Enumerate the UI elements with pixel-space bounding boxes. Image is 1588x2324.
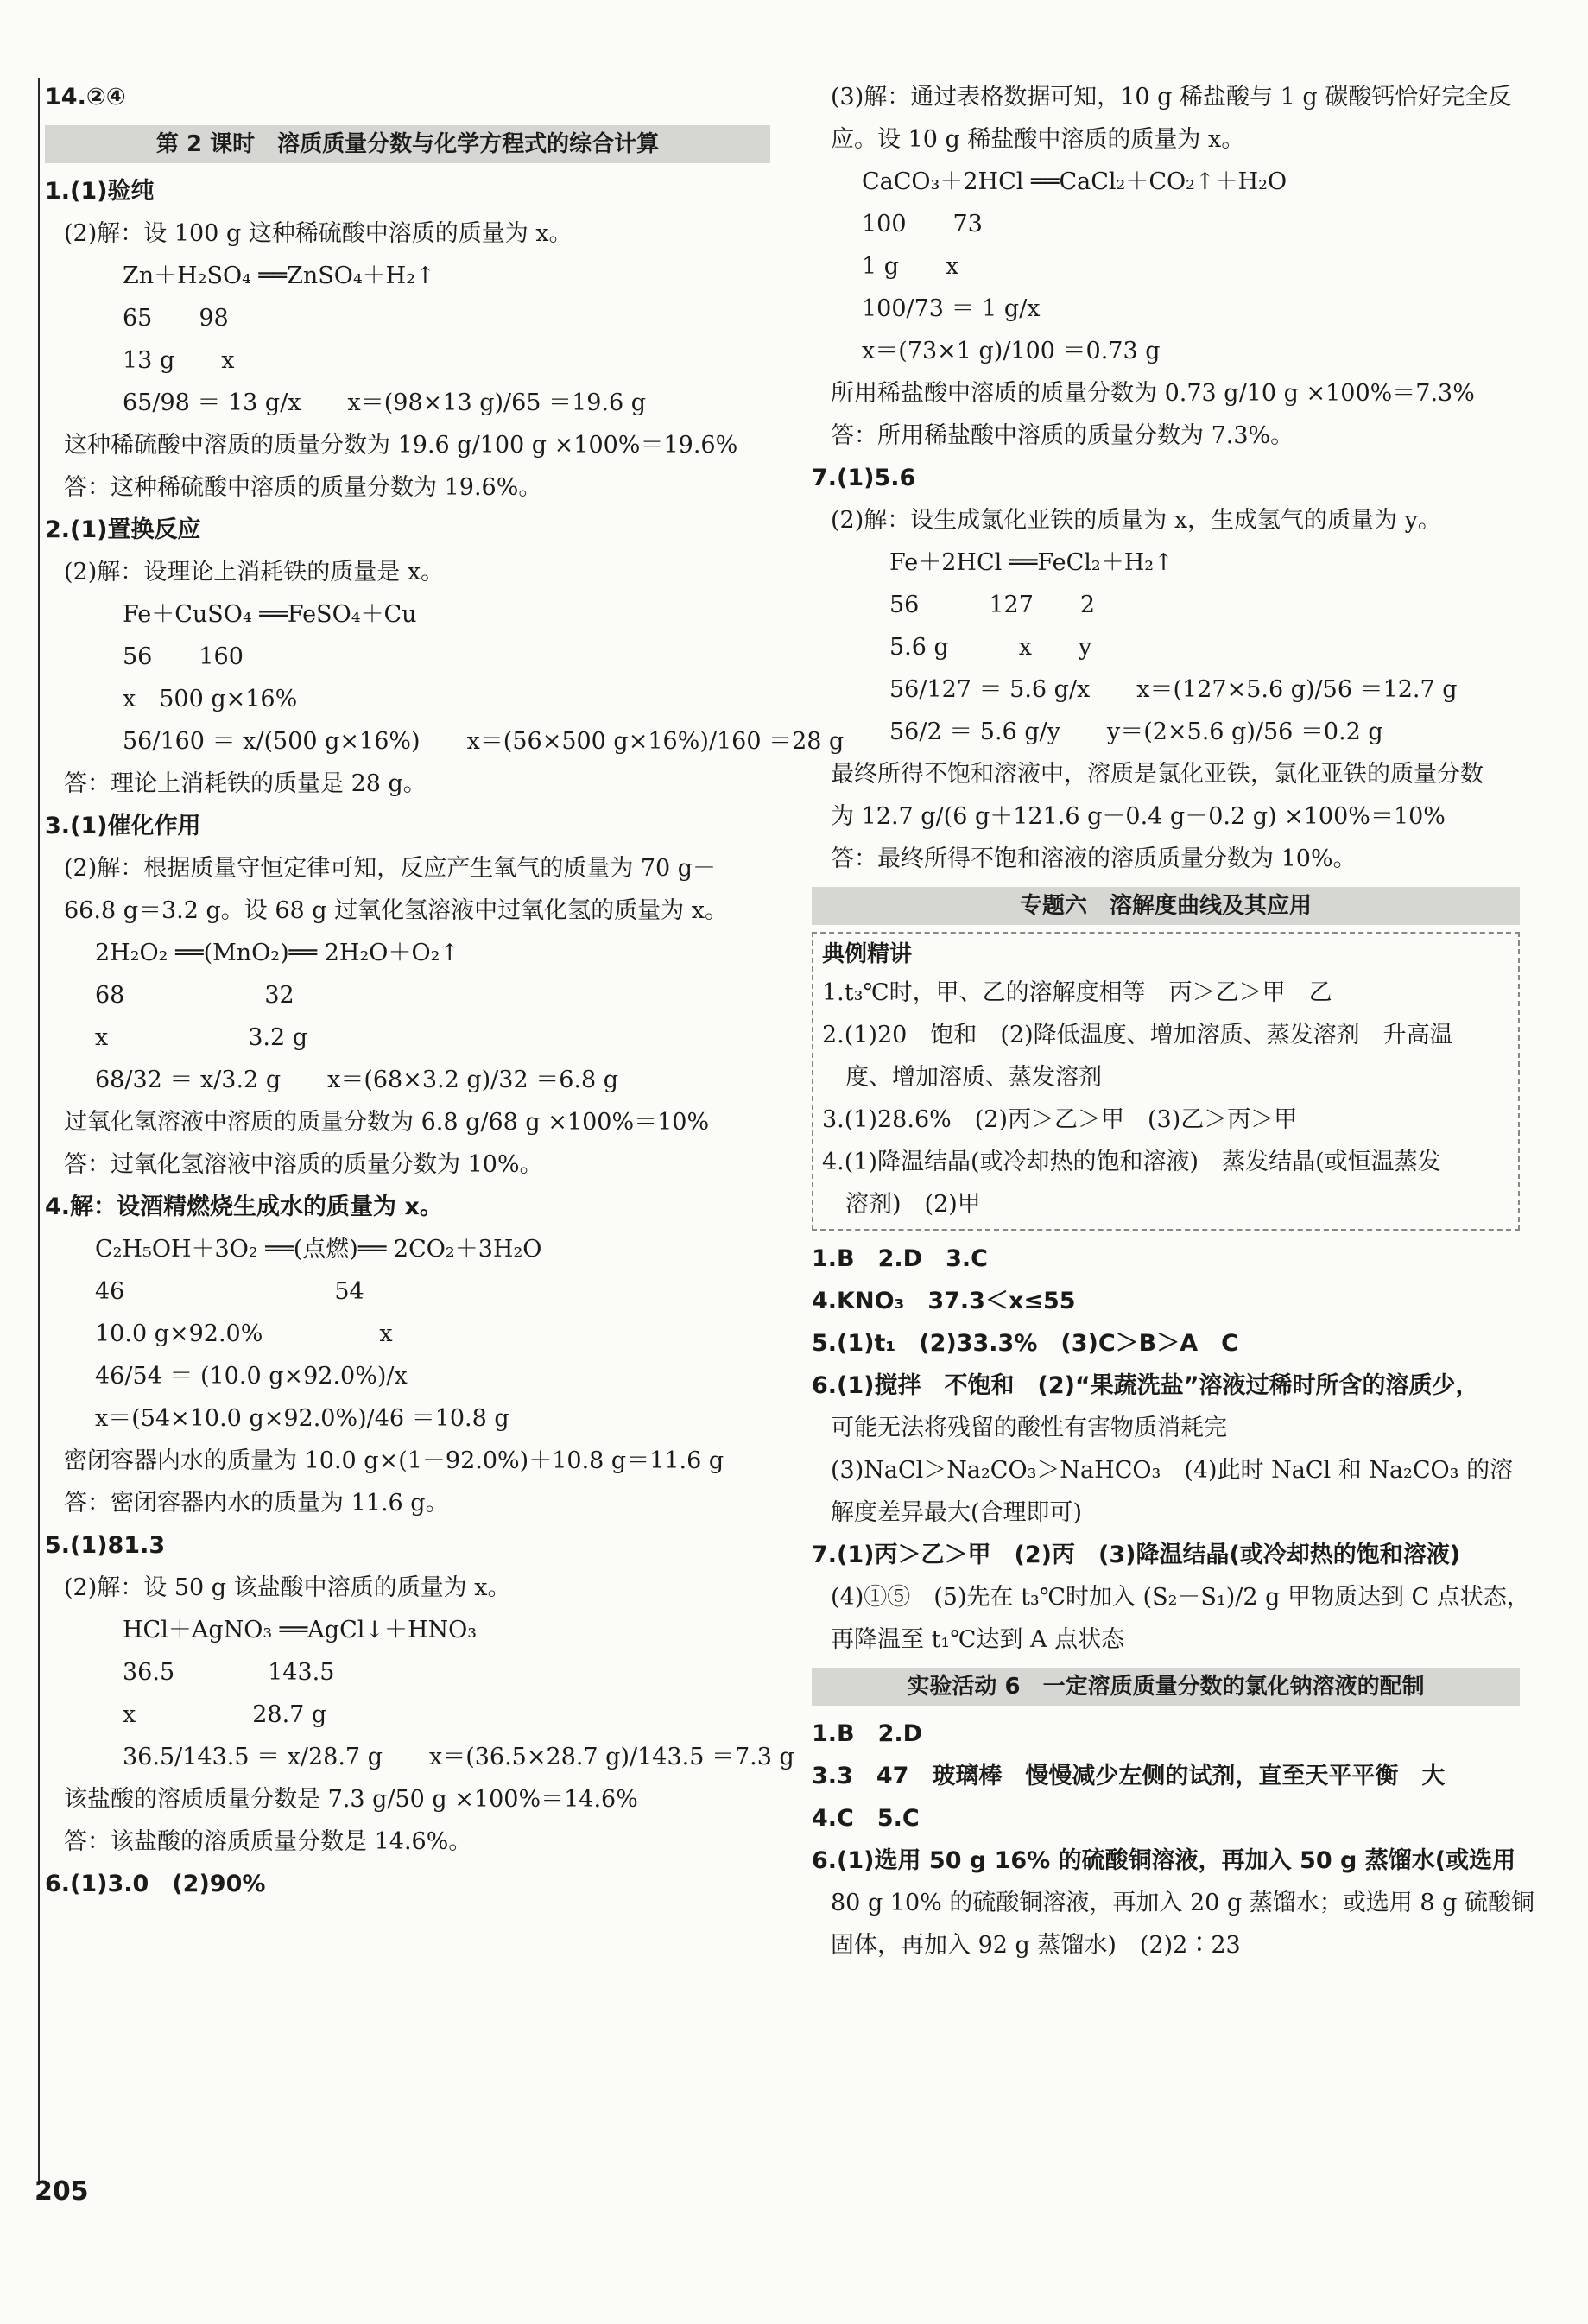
answer-line: 100/73 ＝ 1 g/x [862,295,1041,322]
answer-line: x 28.7 g [123,1701,327,1728]
answer-line: 过氧化氢溶液中溶质的质量分数为 6.8 g/68 g ×100%＝10% [64,1109,710,1136]
answer-line: CaCO₃＋2HCl ══CaCl₂＋CO₂↑＋H₂O [862,168,1287,195]
right-column [812,76,1534,1966]
answer-item: 3.3 47 玻璃棒 慢慢减少左侧的试剂，直至天平平衡 大 [812,1763,1446,1789]
example-line: 2.(1)20 饱和 (2)降低温度、增加溶质、蒸发溶剂 升高温 [822,1022,1453,1048]
answer-line: 所用稀盐酸中溶质的质量分数为 0.73 g/10 g ×100%＝7.3% [831,380,1475,407]
answer-line: (2)解：设 100 g 这种稀硫酸中溶质的质量为 x。 [64,220,573,247]
answer-line: 可能无法将残留的酸性有害物质消耗完 [831,1415,1227,1441]
answer-item: 1.B 2.D [812,1720,923,1747]
answer-line: 答：该盐酸的溶质质量分数是 14.6%。 [64,1828,472,1855]
answer-line: 36.5/143.5 ＝ x/28.7 g x＝(36.5×28.7 g)/143.5 ＝7.3 g [123,1744,794,1770]
margin-rule [38,78,40,2185]
answer-line: 56 160 [123,643,244,670]
answer-line: 56 127 2 [889,592,1096,618]
example-line: 度、增加溶质、蒸发溶剂 [822,1064,1102,1091]
answer-line: 解度差异最大(合理即可) [831,1499,1083,1526]
answer-item: 1.(1)验纯 [45,178,155,205]
left-column [45,76,845,1905]
answer-line: 68 32 [95,982,294,1009]
answer-line: 答：过氧化氢溶液中溶质的质量分数为 10%。 [64,1151,543,1178]
answer-line: (3)解：通过表格数据可知，10 g 稀盐酸与 1 g 碳酸钙恰好完全反 [831,84,1512,111]
answer-line: 5.6 g x y [889,634,1092,661]
answer-item: 6.(1)选用 50 g 16% 的硫酸铜溶液，再加入 50 g 蒸馏水(或选用 [812,1847,1516,1874]
answer-item: 1.B 2.D 3.C [812,1245,988,1272]
section-header: 专题六 溶解度曲线及其应用 [812,887,1520,925]
answer-item: 4.解：设酒精燃烧生成水的质量为 x。 [45,1194,443,1220]
answer-line: x＝(73×1 g)/100 ＝0.73 g [862,338,1161,364]
section-header: 第 2 课时 溶质质量分数与化学方程式的综合计算 [45,125,770,163]
answer-item: 6.(1)3.0 (2)90% [45,1871,266,1897]
answer-line: HCl＋AgNO₃ ══AgCl↓＋HNO₃ [123,1617,478,1643]
answer-line: 再降温至 t₁℃达到 A 点状态 [831,1626,1125,1653]
answer-line: 100 73 [862,211,983,237]
answer-line: x 3.2 g [95,1024,308,1051]
answer-line: (2)解：设 50 g 该盐酸中溶质的质量为 x。 [64,1574,511,1601]
answer-line: 答：所用稀盐酸中溶质的质量分数为 7.3%。 [831,422,1294,449]
answer-line: 10.0 g×92.0% x [95,1320,393,1347]
answer-line: 46 54 [95,1278,364,1305]
answer-line: 答：最终所得不饱和溶液的溶质质量分数为 10%。 [831,845,1357,872]
answer-item: 5.(1)t₁ (2)33.3% (3)C＞B＞A C [812,1330,1238,1357]
answer-item: 6.(1)搅拌 不饱和 (2)“果蔬洗盐”溶液过稀时所含的溶质少， [812,1372,1479,1399]
answer-line: (2)解：设理论上消耗铁的质量是 x。 [64,559,445,586]
answer-line: Fe＋2HCl ══FeCl₂＋H₂↑ [889,549,1174,576]
answer-item: 5.(1)81.3 [45,1532,166,1559]
answer-line: C₂H₅OH＋3O₂ ══(点燃)══ 2CO₂＋3H₂O [95,1236,542,1263]
answer-item: 7.(1)丙＞乙＞甲 (2)丙 (3)降温结晶(或冷却热的饱和溶液) [812,1542,1461,1568]
answer-item: 2.(1)置换反应 [45,516,201,543]
answer-line: 56/160 ＝ x/(500 g×16%) x＝(56×500 g×16%)/160 ＝28 g [123,728,845,755]
answer-line: 46/54 ＝ (10.0 g×92.0%)/x [95,1363,408,1390]
answer-item: 7.(1)5.6 [812,465,916,491]
answer-line: 答：这种稀硫酸中溶质的质量分数为 19.6%。 [64,474,542,501]
answer-line: 66.8 g＝3.2 g。设 68 g 过氧化氢溶液中过氧化氢的质量为 x。 [64,897,728,924]
answer-line: 65/98 ＝ 13 g/x x＝(98×13 g)/65 ＝19.6 g [123,389,647,416]
answer-line: (2)解：根据质量守恒定律可知，反应产生氧气的质量为 70 g－ [64,855,717,882]
answer-line: 为 12.7 g/(6 g＋121.6 g－0.4 g－0.2 g) ×100%＝10% [831,803,1446,830]
answer-line: (2)解：设生成氯化亚铁的质量为 x，生成氢气的质量为 y。 [831,507,1441,534]
answer-line: (3)NaCl＞Na₂CO₃＞NaHCO₃ (4)此时 NaCl 和 Na₂CO₃ 的溶 [831,1457,1514,1484]
answer-item: 4.KNO₃ 37.3＜x≤55 [812,1288,1076,1314]
answer-line: 56/2 ＝ 5.6 g/y y＝(2×5.6 g)/56 ＝0.2 g [889,719,1383,745]
example-line: 1.t₃℃时，甲、乙的溶解度相等 丙＞乙＞甲 乙 [822,979,1332,1006]
section-header: 实验活动 6 一定溶质质量分数的氯化钠溶液的配制 [812,1668,1520,1706]
answer-line: 80 g 10% 的硫酸铜溶液，再加入 20 g 蒸馏水；或选用 8 g 硫酸铜 [831,1890,1534,1916]
answer-line: 该盐酸的溶质质量分数是 7.3 g/50 g ×100%＝14.6% [64,1786,638,1813]
answer-line: 68/32 ＝ x/3.2 g x＝(68×3.2 g)/32 ＝6.8 g [95,1067,619,1093]
answer-line: x＝(54×10.0 g×92.0%)/46 ＝10.8 g [95,1405,509,1432]
answer-item: 4.C 5.C [812,1805,920,1832]
answer-line: 应。设 10 g 稀盐酸中溶质的质量为 x。 [831,126,1245,153]
answer-line: 答：密闭容器内水的质量为 11.6 g。 [64,1490,449,1517]
answer-line: Fe＋CuSO₄ ══FeSO₄＋Cu [123,601,417,628]
page-number: 205 [35,2176,89,2207]
answer-line: 1 g x [862,253,959,280]
answer-line: 13 g x [123,347,235,374]
answer-line: 36.5 143.5 [123,1659,335,1686]
example-line: 4.(1)降温结晶(或冷却热的饱和溶液) 蒸发结晶(或恒温蒸发 [822,1149,1441,1175]
example-box-title: 典例精讲 [822,941,913,967]
example-line: 溶剂) (2)甲 [822,1191,981,1218]
answer-line: 答：理论上消耗铁的质量是 28 g。 [64,770,427,797]
answer-line: (4)①⑤ (5)先在 t₃℃时加入 (S₂－S₁)/2 g 甲物质达到 C 点状态， [831,1584,1530,1611]
example-line: 3.(1)28.6% (2)丙＞乙＞甲 (3)乙＞丙＞甲 [822,1106,1298,1133]
answer-line: 密闭容器内水的质量为 10.0 g×(1－92.0%)＋10.8 g＝11.6 g [64,1447,724,1474]
answer-line: 最终所得不饱和溶液中，溶质是氯化亚铁，氯化亚铁的质量分数 [831,761,1484,788]
answer-line: x 500 g×16% [123,686,298,712]
example-box [812,932,1520,1231]
answer-line: 65 98 [123,305,229,332]
answer-line: 56/127 ＝ 5.6 g/x x＝(127×5.6 g)/56 ＝12.7 g [889,676,1458,703]
answer-line: 这种稀硫酸中溶质的质量分数为 19.6 g/100 g ×100%＝19.6% [64,432,738,459]
answer-item: 14.②④ [45,84,126,111]
answer-item: 3.(1)催化作用 [45,813,201,839]
answer-line: Zn＋H₂SO₄ ══ZnSO₄＋H₂↑ [123,263,435,289]
answer-line: 2H₂O₂ ══(MnO₂)══ 2H₂O＋O₂↑ [95,940,460,966]
answer-line: 固体，再加入 92 g 蒸馏水) (2)2∶23 [831,1932,1241,1959]
